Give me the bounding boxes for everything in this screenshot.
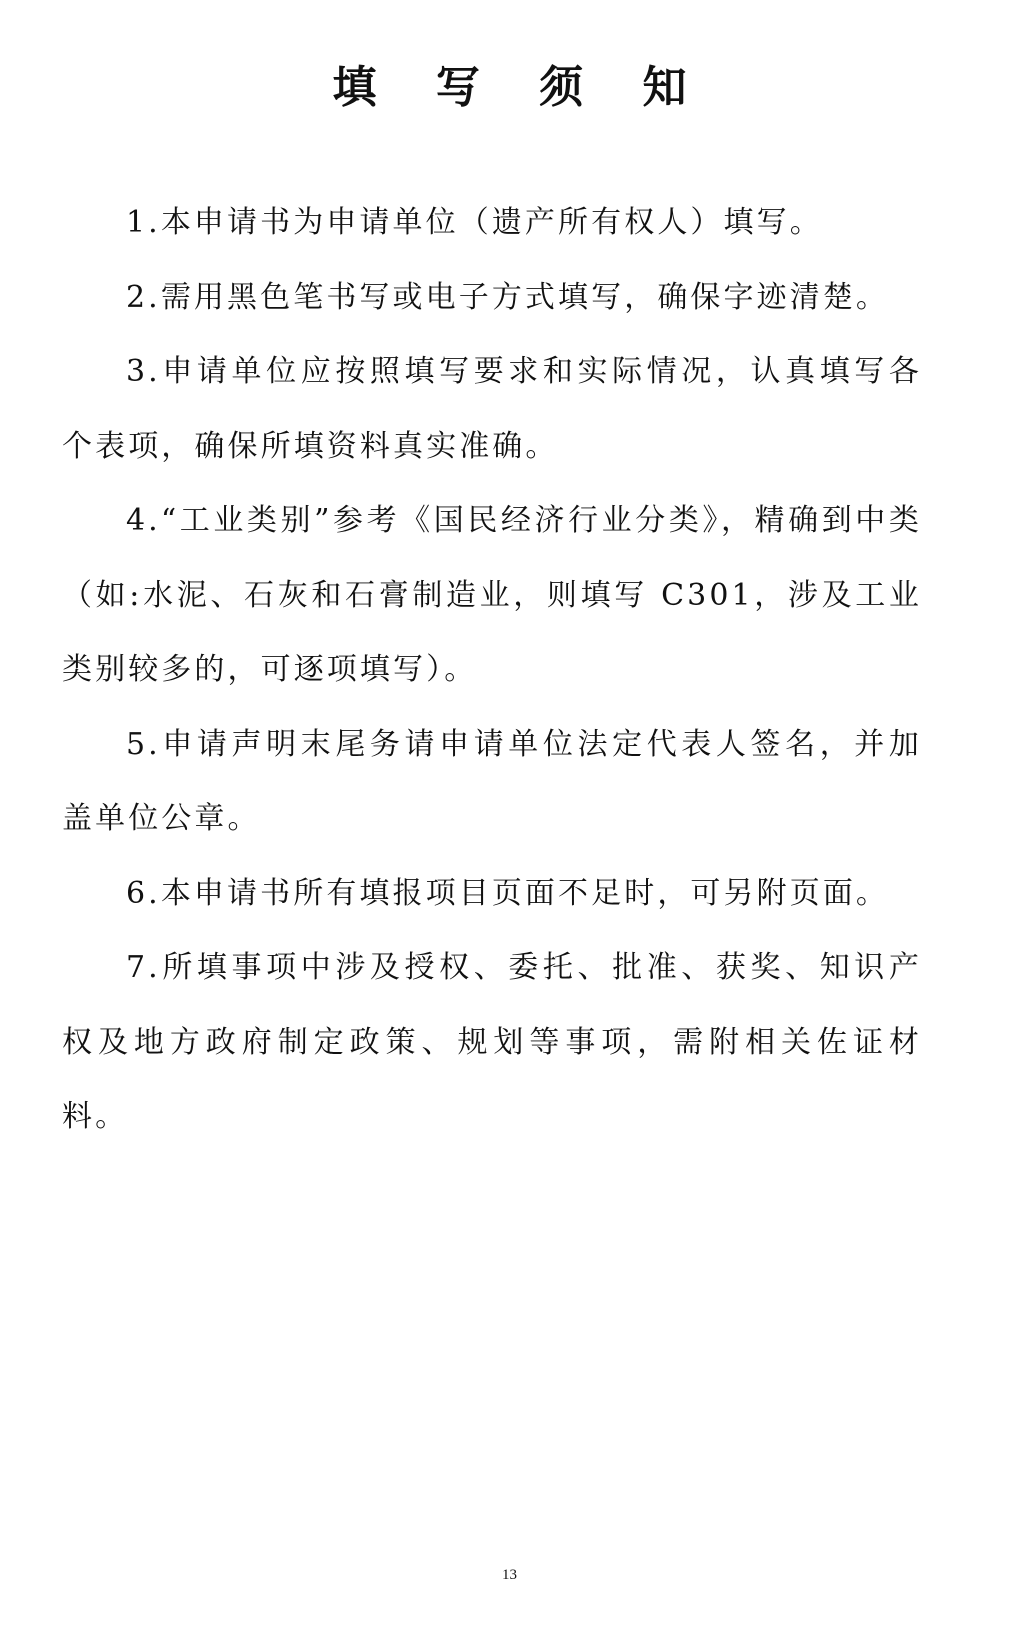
instruction-item-2: 2.需用黑色笔书写或电子方式填写，确保字迹清楚。	[126, 279, 890, 315]
page-title: 填 写 须 知	[332, 62, 709, 113]
page-number: 13	[502, 1567, 517, 1583]
instruction-item-5: 5.申请声明末尾务请申请单位法定代表人签名，并加盖单位公章。	[62, 726, 922, 836]
instruction-item-3: 3.申请单位应按照填写要求和实际情况，认真填写各个表项，确保所填资料真实准确。	[62, 354, 922, 464]
instruction-item-6: 6.本申请书所有填报项目页面不足时，可另附页面。	[126, 875, 890, 911]
instruction-item-1: 1.本申请书为申请单位（遗产所有权人）填写。	[126, 205, 823, 240]
instruction-item-7: 7.所填事项中涉及授权、委托、批准、获奖、知识产权及地方政府制定政策、规划等事项，需附相关佐证材料。	[62, 950, 922, 1134]
instruction-item-4: 4.“工业类别”参考《国民经济行业分类》，精确到中类（如:水泥、石灰和石膏制造业，则填写 C301，涉及工业类别较多的，可逐项填写）。	[62, 503, 922, 687]
instructions-body	[62, 186, 922, 1155]
